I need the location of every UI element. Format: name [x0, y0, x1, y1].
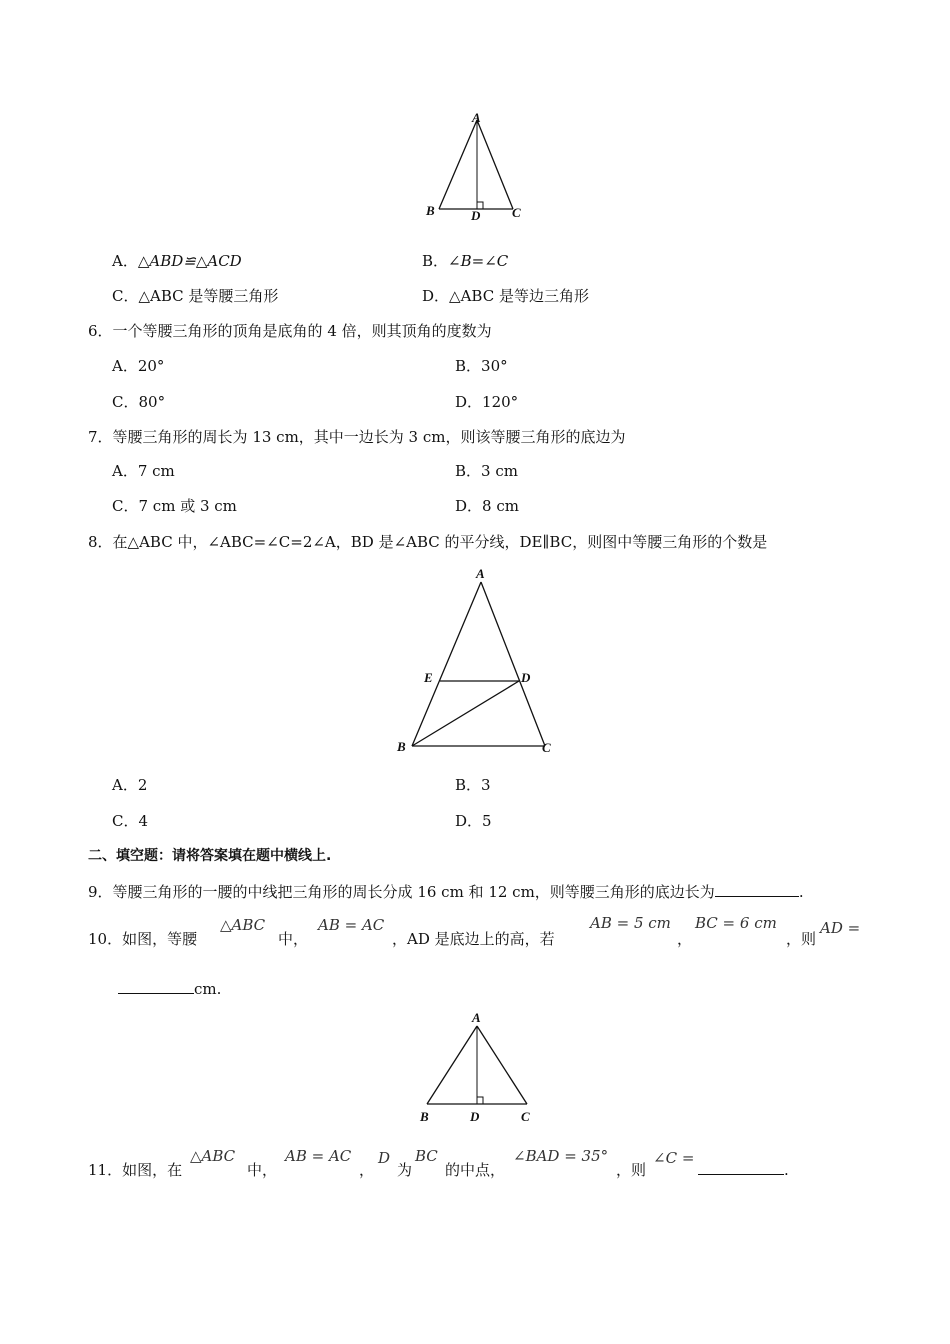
q7-stem: 7．等腰三角形的周长为 13 cm，其中一边长为 3 cm，则该等腰三角形的底边为 — [88, 428, 626, 446]
q8-option-d: D．5 — [455, 812, 492, 830]
figure-triangle-altitude — [410, 1008, 540, 1128]
q5-option-b: B．∠B=∠C — [422, 252, 509, 270]
label-d: D — [470, 1109, 480, 1124]
label-a: A — [476, 566, 485, 581]
label-b: B — [420, 1109, 429, 1124]
q6-option-c: C．80° — [112, 393, 166, 411]
q9: 9．等腰三角形的一腰的中线把三角形的周长分成 16 cm 和 12 cm，则等腰三角形的底边长为 . — [88, 883, 804, 901]
q10-eq-ab-ac: AB = AC — [318, 916, 385, 934]
q11-eq-ab-ac: AB = AC — [285, 1147, 352, 1165]
q10-eq-bc: BC = 6 cm — [695, 914, 777, 932]
q8-stem: 8．在△ABC 中，∠ABC=∠C=2∠A，BD 是∠ABC 的平分线，DE∥BC，则图中等腰三角形的个数是 — [88, 533, 768, 551]
label-c: C — [542, 740, 551, 755]
q10-text-4: ，则 — [786, 930, 817, 948]
q6-option-d: D．120° — [455, 393, 519, 411]
q7-option-b: B．3 cm — [455, 462, 518, 480]
section-title: 二、填空题：请将答案填在题中横线上. — [88, 848, 332, 864]
q7-option-d: D．8 cm — [455, 497, 519, 515]
q8-option-b: B．3 — [455, 776, 491, 794]
q5-option-d: D．△ABC 是等边三角形 — [422, 287, 589, 305]
q10-text-2: ，AD 是底边上的高，若 — [392, 930, 555, 948]
q11-text-2: ， — [359, 1161, 375, 1179]
q9-answer-blank[interactable] — [715, 882, 799, 897]
q11-text-1: 中， — [247, 1161, 278, 1179]
label-b: B — [397, 739, 406, 754]
q10-answer-blank[interactable] — [118, 979, 194, 994]
q11-eq-bad: ∠BAD = 35° — [513, 1147, 609, 1165]
figure-triangle-bisector — [390, 565, 570, 760]
q8-option-a: A．2 — [112, 776, 148, 794]
q11-d: D — [378, 1149, 391, 1167]
q10-triangle: △ABC — [220, 916, 266, 934]
label-a: A — [472, 110, 481, 125]
label-e: E — [424, 670, 433, 685]
q6-option-b: B．30° — [455, 357, 508, 375]
label-c: C — [512, 205, 521, 220]
q11-text-3: 为 — [397, 1161, 413, 1179]
q11-answer: . — [698, 1160, 789, 1180]
q8-option-c: C．4 — [112, 812, 149, 830]
q11-triangle: △ABC — [190, 1147, 236, 1165]
label-d: D — [471, 208, 481, 223]
q5-option-a: A．△ABD≌△ACD — [112, 252, 242, 270]
q10-number: 10．如图，等腰 — [88, 930, 198, 948]
q7-option-c: C．7 cm 或 3 cm — [112, 497, 237, 515]
q11-answer-blank[interactable] — [698, 1160, 784, 1175]
label-d: D — [521, 670, 531, 685]
q11-text-4: 的中点， — [445, 1161, 506, 1179]
q6-option-a: A．20° — [112, 357, 165, 375]
q11-text-5: ，则 — [616, 1161, 647, 1179]
label-b: B — [426, 203, 435, 218]
q7-option-a: A．7 cm — [112, 462, 175, 480]
q11-eq-c: ∠C = — [653, 1149, 695, 1167]
q6-stem: 6．一个等腰三角形的顶角是底角的 4 倍，则其顶角的度数为 — [88, 322, 492, 340]
q10-eq-ab: AB = 5 cm — [590, 914, 671, 932]
q11-number: 11．如图，在 — [88, 1161, 183, 1179]
figure-triangle-abd — [420, 110, 530, 225]
q5-option-c: C．△ABC 是等腰三角形 — [112, 287, 279, 305]
q10-answer-line: cm. — [118, 979, 221, 999]
q10-text-1: 中， — [278, 930, 309, 948]
q10-text-3: ， — [677, 930, 693, 948]
q11-bc: BC — [415, 1147, 438, 1165]
label-c: C — [521, 1109, 530, 1124]
q10-eq-ad: AD = — [820, 919, 861, 937]
label-a: A — [472, 1010, 481, 1025]
